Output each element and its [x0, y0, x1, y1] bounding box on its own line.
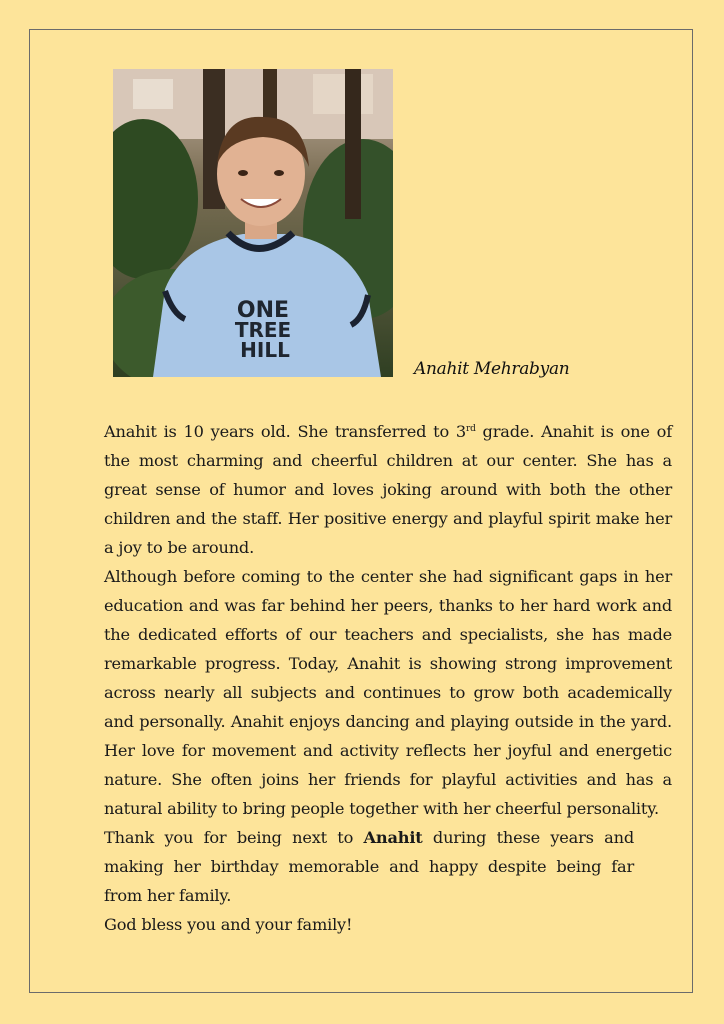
intro-text-end: grade. Anahit is one of the most charming and cheerful children at our center. She has a great sense of humor and loves joking around with both the other children and the staff. Her positive energy and playful spirit make her a joy to be around. [104, 422, 672, 557]
child-name-bold: Anahit [363, 828, 423, 847]
paragraph-thanks [104, 823, 634, 910]
shirt-print-line-2: TREE [234, 318, 292, 342]
child-photo [113, 69, 393, 377]
shirt-print-line-1: ONE [236, 298, 290, 323]
ordinal-suffix: rd [465, 424, 476, 434]
paragraph-progress: Although before coming to the center she had significant gaps in her education and was far behind her peers, thanks to her hard work and the dedicated efforts of our teachers and specialists, she has made remarkable progress. Today, Anahit is showing strong improvement across nearly all subjects and continues to grow both academically and personally. Anahit enjoys dancing and playing outside in the yard. Her love for movement and activity reflects her joyful and energetic nature. She often joins her friends for playful activities and has a natural ability to bring people together with her cheerful personality. [104, 567, 672, 818]
intro-text-start: Anahit is 10 years old. She transferred to 3 [104, 422, 466, 441]
paragraph-intro [104, 417, 672, 562]
letter-body [104, 417, 672, 939]
thanks-text-start: Thank you for being next to [104, 828, 364, 847]
thanks-text-end: during these years and making her birthday memorable and happy despite being far from her family. [104, 828, 634, 905]
shirt-print-line-3: HILL [240, 338, 290, 362]
closing-line: God bless you and your family! [104, 915, 353, 934]
photo-caption: Anahit Mehrabyan [414, 359, 570, 379]
